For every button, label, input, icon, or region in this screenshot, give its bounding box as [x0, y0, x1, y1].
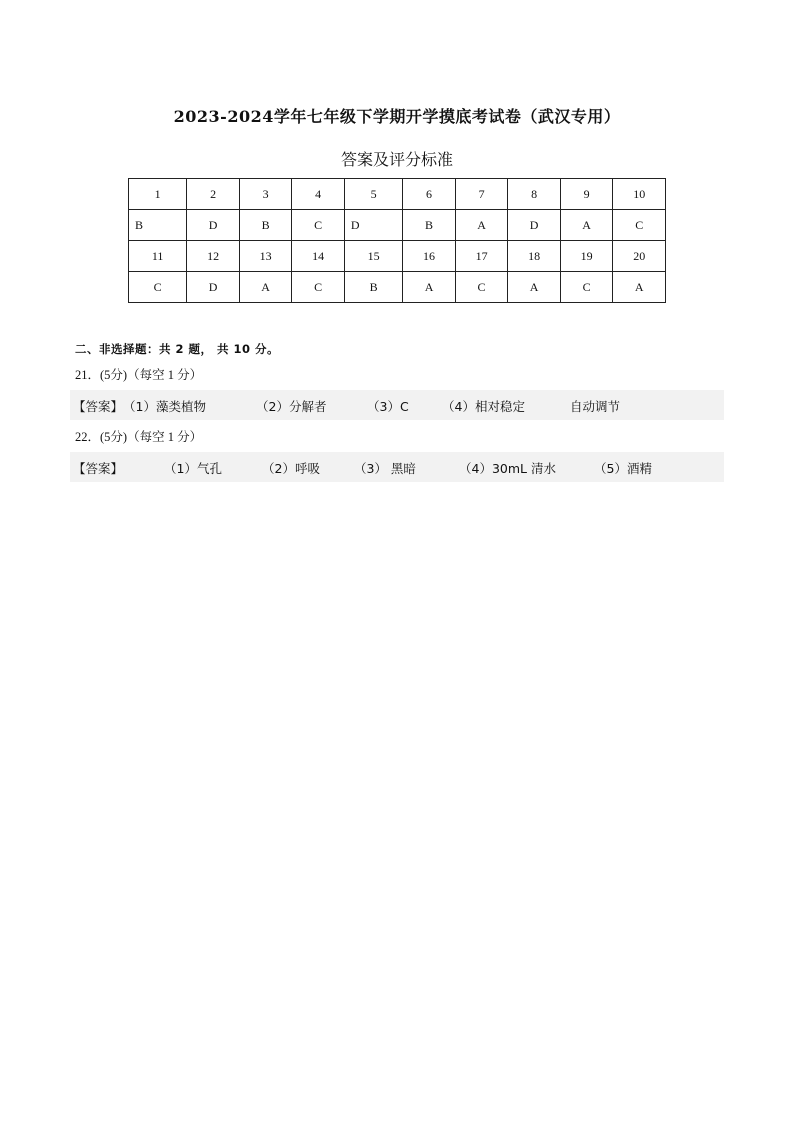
answer-part: （4）30mL 清水 — [459, 461, 556, 476]
question-number: 20 — [613, 241, 666, 272]
answer-cell: A — [403, 272, 456, 303]
question-number: 5 — [344, 179, 402, 210]
question-number: 17 — [455, 241, 508, 272]
table-row — [129, 210, 666, 241]
answer-cell: A — [613, 272, 666, 303]
answer-part: （1）藻类植物 — [123, 399, 206, 414]
question-number: 4 — [292, 179, 345, 210]
answer-cell: D — [344, 210, 402, 241]
question-number: 6 — [403, 179, 456, 210]
answer-part: （3）C — [367, 399, 409, 414]
answer-part: （4）相对稳定 — [442, 399, 525, 414]
answer-cell: B — [129, 210, 187, 241]
answer-cell: B — [403, 210, 456, 241]
answer-cell: C — [292, 210, 345, 241]
question-number: 7 — [455, 179, 508, 210]
answer-tag: 【答案】 — [73, 399, 124, 414]
question-22-label: 22．(5分)（每空 1 分） — [75, 430, 203, 444]
section-heading: 二、非选择题：共 2 题， 共 10 分。 — [75, 342, 280, 356]
question-number: 16 — [403, 241, 456, 272]
question-number: 9 — [560, 179, 613, 210]
answer-part: 自动调节 — [570, 399, 621, 414]
answer-part: （2）分解者 — [256, 399, 327, 414]
answer-cell: A — [455, 210, 508, 241]
question-number: 10 — [613, 179, 666, 210]
question-21-label: 21．(5分)（每空 1 分） — [75, 368, 203, 382]
answer-cell: C — [455, 272, 508, 303]
question-number: 18 — [508, 241, 561, 272]
answer-cell: A — [508, 272, 561, 303]
question-number: 3 — [239, 179, 292, 210]
answer-table — [128, 178, 666, 303]
answer-cell: C — [560, 272, 613, 303]
page-title: 2023-2024学年七年级下学期开学摸底考试卷（武汉专用） — [173, 107, 621, 126]
question-number: 2 — [187, 179, 240, 210]
answer-cell: C — [292, 272, 345, 303]
answer-cell: D — [187, 272, 240, 303]
question-21-answer — [70, 390, 724, 420]
table-row — [129, 179, 666, 210]
answer-part: （1）气孔 — [164, 461, 222, 476]
answer-cell: A — [560, 210, 613, 241]
table-row — [129, 272, 666, 303]
answer-key-subtitle: 答案及评分标准 — [340, 150, 453, 169]
answer-part: （3） 黑暗 — [354, 461, 416, 476]
answer-cell: C — [129, 272, 187, 303]
answer-cell: C — [613, 210, 666, 241]
question-number: 1 — [129, 179, 187, 210]
question-22-answer — [70, 452, 724, 482]
answer-tag: 【答案】 — [73, 461, 124, 476]
answer-cell: D — [508, 210, 561, 241]
table-row — [129, 241, 666, 272]
question-number: 14 — [292, 241, 345, 272]
answer-cell: B — [239, 210, 292, 241]
answer-part: （2）呼吸 — [262, 461, 320, 476]
question-number: 15 — [344, 241, 402, 272]
answer-cell: B — [344, 272, 402, 303]
question-number: 11 — [129, 241, 187, 272]
question-number: 19 — [560, 241, 613, 272]
answer-cell: D — [187, 210, 240, 241]
question-number: 8 — [508, 179, 561, 210]
answer-part: （5）酒精 — [594, 461, 652, 476]
question-number: 13 — [239, 241, 292, 272]
answer-cell: A — [239, 272, 292, 303]
question-number: 12 — [187, 241, 240, 272]
